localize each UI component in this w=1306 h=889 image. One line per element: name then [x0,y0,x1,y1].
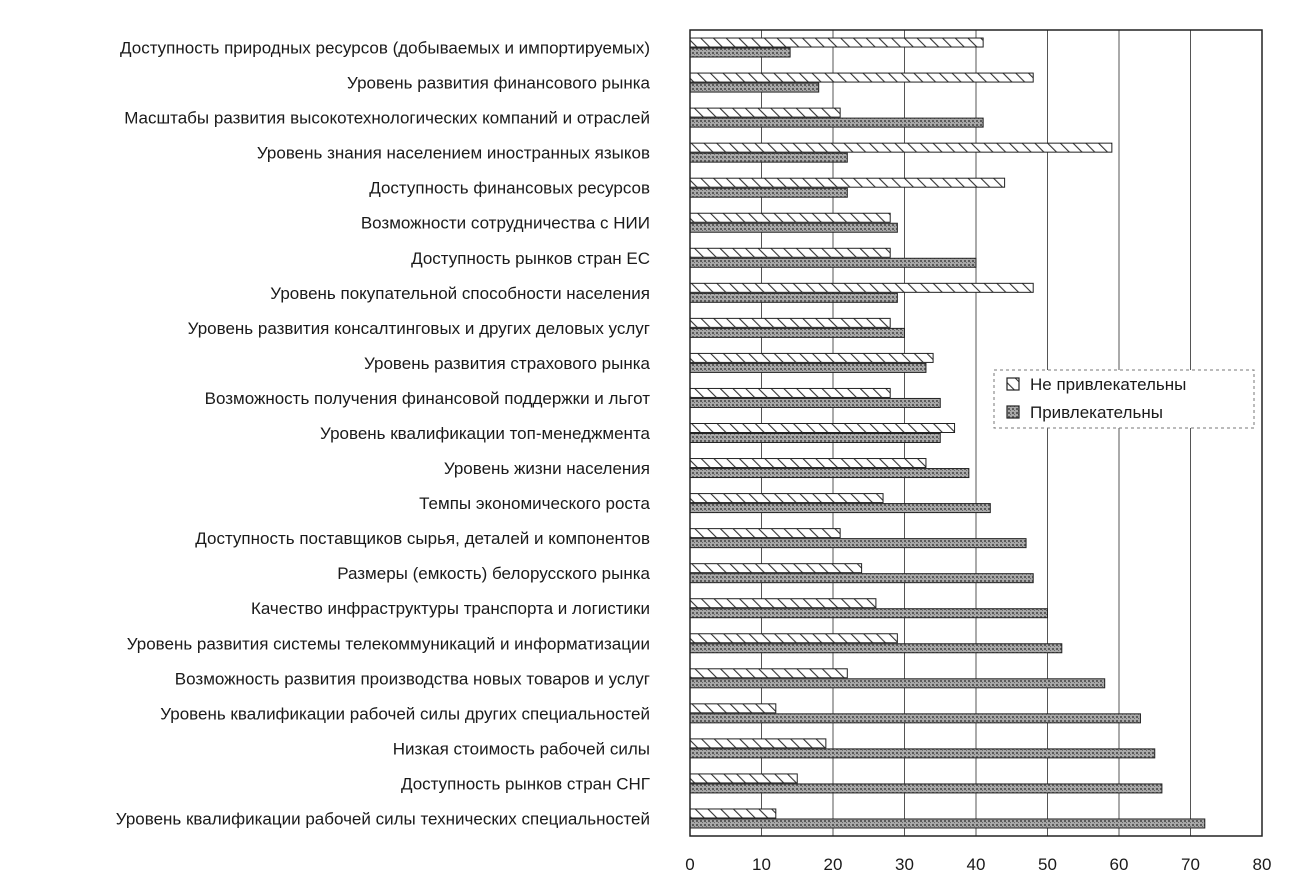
bar-not-attractive [690,809,776,818]
legend-label-not-attractive: Не привлекательны [1030,375,1187,394]
bar-not-attractive [690,494,883,503]
bar-attractive [690,118,983,127]
bar-not-attractive [690,38,983,47]
bar-not-attractive [690,213,890,222]
bar-attractive [690,679,1105,688]
bar-attractive [690,153,847,162]
category-label: Доступность рынков стран СНГ [400,774,650,794]
bar-attractive [690,819,1205,828]
category-label: Возможности сотрудничества с НИИ [360,213,650,233]
bar-not-attractive [690,739,826,748]
legend-label-attractive: Привлекательны [1030,403,1163,422]
bar-not-attractive [690,774,797,783]
bar-not-attractive [690,318,890,327]
x-tick-label: 30 [895,855,914,874]
x-tick-label: 80 [1252,855,1272,874]
category-label: Доступность поставщиков сырья, деталей и компонентов [195,529,650,549]
bar-attractive [690,504,990,513]
bar-not-attractive [690,704,776,713]
bar-attractive [690,188,847,197]
category-label: Размеры (емкость) белорусского рынка [337,564,650,584]
category-label: Уровень развития финансового рынка [347,73,650,93]
bar-not-attractive [690,599,876,608]
bar-not-attractive [690,564,862,573]
bar-attractive [690,784,1162,793]
bar-attractive [690,434,940,443]
bar-attractive [690,398,940,407]
bar-attractive [690,609,1048,618]
category-label: Качество инфраструктуры транспорта и логистики [250,599,650,619]
category-label: Низкая стоимость рабочей силы [392,739,650,759]
x-tick-label: 10 [752,855,771,874]
bar-attractive [690,539,1026,548]
category-label: Масштабы развития высокотехнологических компаний и отраслей [124,108,650,128]
legend-swatch-attractive [1007,406,1019,418]
x-tick-label: 60 [1109,855,1129,874]
bar-not-attractive [690,669,847,678]
category-label: Темпы экономического роста [419,494,650,514]
bar-attractive [690,328,905,337]
category-label: Уровень развития страхового рынка [363,353,650,373]
bar-not-attractive [690,529,840,538]
bar-attractive [690,83,819,92]
category-label: Уровень квалификации рабочей силы технических специальностей [115,809,650,829]
x-tick-label: 70 [1181,855,1200,874]
bar-not-attractive [690,248,890,257]
bar-attractive [690,48,790,57]
bar-not-attractive [690,178,1005,187]
bar-not-attractive [690,424,955,433]
bar-attractive [690,363,926,372]
category-label: Уровень знания населением иностранных языков [256,143,650,163]
bar-not-attractive [690,73,1033,82]
legend-swatch-not-attractive [1007,378,1019,390]
bar-attractive [690,574,1033,583]
category-label: Уровень развития системы телекоммуникаций и информатизации [126,634,650,654]
category-label: Доступность рынков стран ЕС [411,248,650,268]
category-label: Доступность финансовых ресурсов [369,178,650,198]
category-label: Уровень развития консалтинговых и других деловых услуг [187,318,650,338]
bar-not-attractive [690,353,933,362]
bar-not-attractive [690,459,926,468]
bar-attractive [690,223,897,232]
category-label: Уровень квалификации топ-менеджмента [320,424,650,443]
x-tick-label: 50 [1038,855,1057,874]
bar-attractive [690,644,1062,653]
category-label: Уровень жизни населения [443,459,650,479]
bar-attractive [690,749,1155,758]
category-label: Возможность развития производства новых товаров и услуг [174,669,650,689]
category-labels [116,39,651,829]
legend [994,370,1254,428]
bar-attractive [690,469,969,478]
bar-not-attractive [690,388,890,397]
bar-attractive [690,258,976,267]
bar-not-attractive [690,283,1033,292]
category-label: Возможность получения финансовой поддержки и льгот [204,388,650,408]
x-tick-label: 0 [685,855,695,874]
category-label: Уровень покупательной способности населения [270,283,650,303]
bar-not-attractive [690,108,840,117]
x-tick-label: 40 [966,855,986,874]
bars [690,38,1205,828]
bar-attractive [690,714,1140,723]
x-axis-tick-labels [685,855,1271,874]
x-tick-label: 20 [823,855,843,874]
category-label: Доступность природных ресурсов (добываемых и импортируемых) [120,38,650,58]
bar-attractive [690,293,897,302]
bar-not-attractive [690,143,1112,152]
bar-not-attractive [690,634,897,643]
category-label: Уровень квалификации рабочей силы других специальностей [160,704,650,724]
